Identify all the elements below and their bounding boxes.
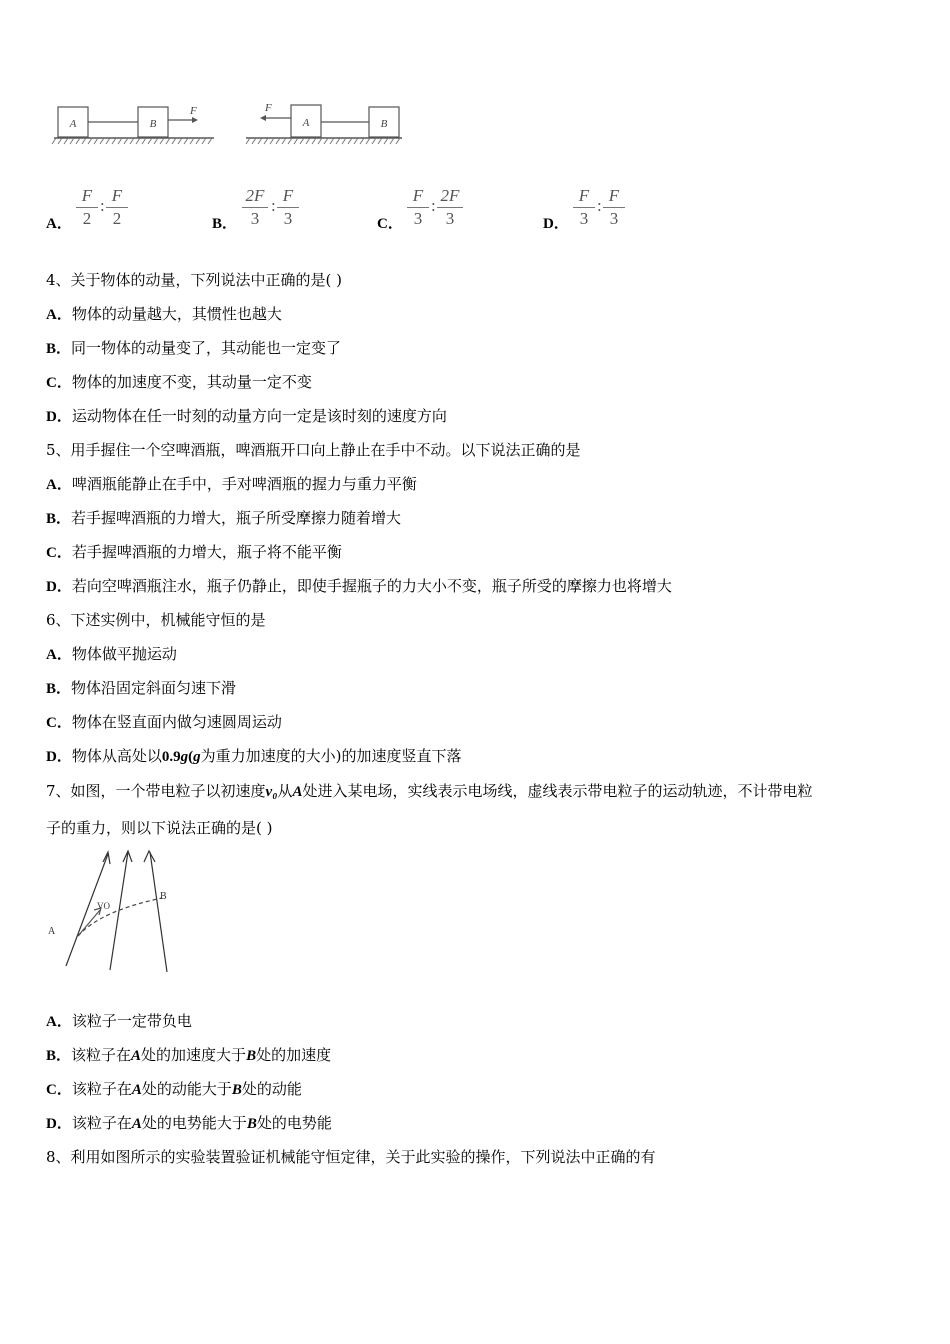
fraction: F 2 [74, 186, 100, 229]
right-block-b-label: B [380, 118, 388, 130]
q7-option-c: C．该粒子在A处的动能大于B处的动能 [46, 1080, 302, 1098]
fraction: F 3 [275, 186, 301, 229]
q7-option-d: D．该粒子在A处的电势能大于B处的电势能 [46, 1114, 332, 1132]
fraction: F 3 [405, 186, 431, 229]
q5-option-d: D．若向空啤酒瓶注水，瓶子仍静止，即使手握瓶子的力大小不变，瓶子所受的摩擦力也将增大 [46, 577, 672, 595]
q7-option-b: B．该粒子在A处的加速度大于B处的加速度 [46, 1046, 332, 1064]
electric-field-figure [44, 848, 184, 978]
fraction: 2F 3 [435, 186, 465, 229]
blocks-figure [50, 98, 410, 146]
q5-option-a: A．啤酒瓶能静止在手中，手对啤酒瓶的握力与重力平衡 [46, 475, 417, 493]
right-block-a-label: A [302, 117, 310, 129]
right-force-label: F [265, 102, 272, 114]
q5-option-b: B．若手握啤酒瓶的力增大，瓶子所受摩擦力随着增大 [46, 509, 402, 527]
q6-stem: 6、下述实例中，机械能守恒的是 [46, 611, 266, 629]
q7-stem: 7、如图，一个带电粒子以初速度v₀从A处进入某电场，实线表示电场线，虚线表示带电粒子的运动轨迹，不计带电粒 [46, 782, 813, 800]
q4-option-b: B．同一物体的动量变了，其动能也一定变了 [46, 339, 342, 357]
left-block-a-label: A [69, 118, 77, 130]
fraction: 2F 3 [240, 186, 270, 229]
q6-option-d: D．物体从高处以0.9g(g为重力加速度的大小)的加速度竖直下落 [46, 747, 462, 765]
q7-stem-line2: 子的重力，则以下说法正确的是( ) [46, 819, 273, 837]
q4-option-a: A．物体的动量越大，其惯性也越大 [46, 305, 282, 323]
q4-option-c: C．物体的加速度不变，其动量一定不变 [46, 373, 312, 391]
q5-stem: 5、用手握住一个空啤酒瓶，啤酒瓶开口向上静止在手中不动。以下说法正确的是 [46, 441, 581, 459]
left-block-b-label: B [149, 118, 157, 130]
fraction: F 2 [104, 186, 130, 229]
q6-option-b: B．物体沿固定斜面匀速下滑 [46, 679, 237, 697]
q4-stem: 4、关于物体的动量，下列说法中正确的是( ) [46, 271, 343, 289]
left-force-label: F [190, 105, 197, 117]
q5-option-c: C．若手握啤酒瓶的力增大，瓶子将不能平衡 [46, 543, 342, 561]
q6-option-c: C．物体在竖直面内做匀速圆周运动 [46, 713, 282, 731]
fig-label-v0: VO [97, 901, 110, 911]
fig-label-b: B [160, 891, 167, 902]
q7-option-a: A．该粒子一定带负电 [46, 1012, 192, 1030]
fig-label-a: A [48, 926, 56, 937]
q6-option-a: A．物体做平抛运动 [46, 645, 177, 663]
fraction: F 3 [571, 186, 597, 229]
q4-option-d: D．运动物体在任一时刻的动量方向一定是该时刻的速度方向 [46, 407, 447, 425]
q8-stem: 8、利用如图所示的实验装置验证机械能守恒定律，关于此实验的操作，下列说法中正确的有 [46, 1148, 656, 1166]
fraction: F 3 [601, 186, 627, 229]
